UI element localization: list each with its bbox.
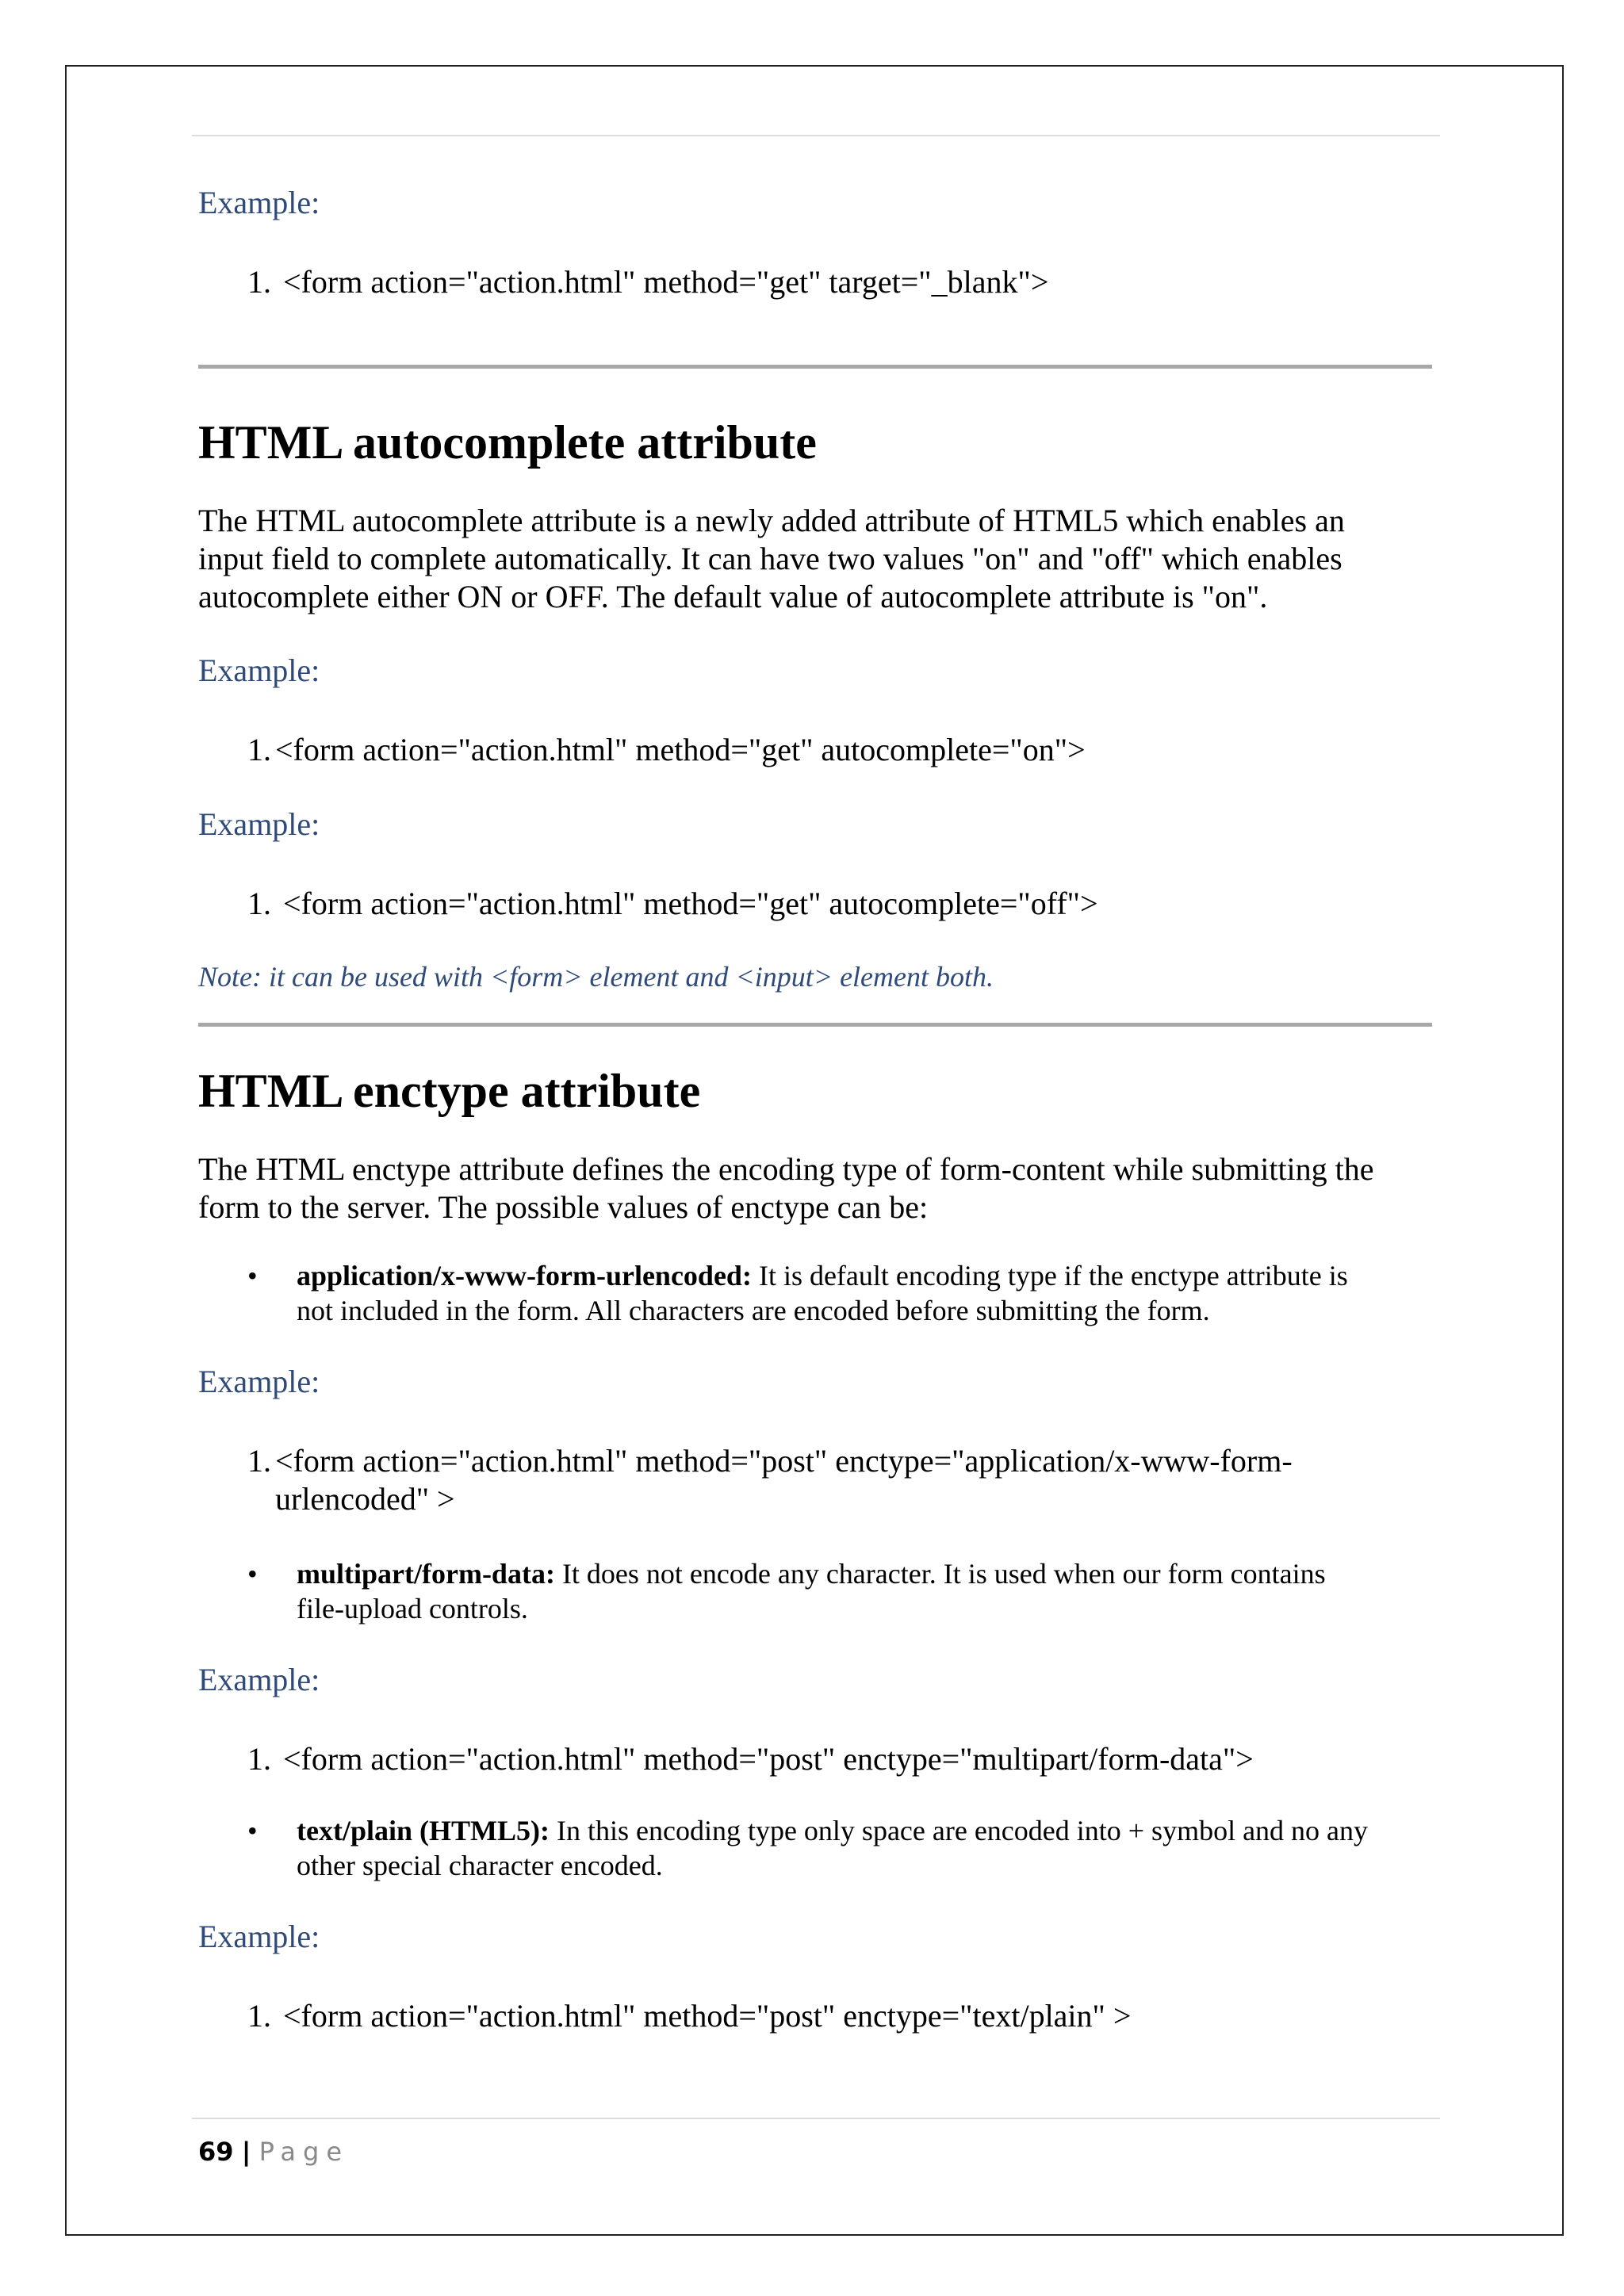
section-heading-enctype: HTML enctype attribute <box>198 1065 701 1117</box>
bullet-text: file-upload controls. <box>297 1593 528 1624</box>
code-text: <form action="action.html" method="post" enctype="text/plain" > <box>283 1998 1132 2034</box>
code-example-urlencoded <box>198 1442 1435 1518</box>
code-example-autocomplete-off <box>198 885 1435 923</box>
example-label: Example: <box>198 806 320 842</box>
code-example-text-plain <box>198 1997 1435 2035</box>
example-label: Example: <box>198 1662 320 1697</box>
bullet-text: In this encoding type only space are encoded into + symbol and no any <box>549 1815 1369 1846</box>
paragraph-line: autocomplete either ON or OFF. The default value of autocomplete attribute is "on". <box>198 579 1268 614</box>
bullet-body <box>297 1813 1435 1883</box>
page-word: Page <box>259 2137 350 2167</box>
paragraph-line: input field to complete automatically. It can have two values "on" and "off" which enables <box>198 541 1342 576</box>
bullet-body <box>297 1258 1435 1328</box>
note-text: Note: it can be used with <form> element and <input> element both. <box>198 961 994 993</box>
bullet-item-text-plain <box>198 1813 1435 1883</box>
code-text-line: urlencoded" > <box>275 1481 455 1517</box>
bullet-text: It does not encode any character. It is used when our form contains <box>554 1558 1326 1590</box>
bullet-text: other special character encoded. <box>297 1850 663 1881</box>
example-label: Example: <box>198 1919 320 1954</box>
bullet-text: not included in the form. All characters are encoded before submitting the form. <box>297 1295 1210 1326</box>
bullet-text: It is default encoding type if the enctype attribute is <box>751 1260 1348 1292</box>
example-label: Example: <box>198 652 320 688</box>
code-line-number: 1. <box>247 1741 271 1777</box>
code-line-number: 1. <box>247 1998 271 2034</box>
bullet-item-urlencoded <box>198 1258 1435 1328</box>
bullet-term: multipart/form-data: <box>297 1558 555 1590</box>
bullet-term: text/plain (HTML5): <box>297 1815 550 1846</box>
paragraph-line: The HTML enctype attribute defines the encoding type of form-content while submitting the <box>198 1151 1374 1187</box>
code-line-number: 1. <box>247 264 271 300</box>
footer-rule <box>192 2118 1440 2119</box>
paragraph-line: The HTML autocomplete attribute is a newly added attribute of HTML5 which enables an <box>198 503 1345 538</box>
code-text: <form action="action.html" method="get" autocomplete="on"> <box>275 732 1086 767</box>
bullet-icon: • <box>247 1260 258 1292</box>
code-text: <form action="action.html" method="post" enctype="multipart/form-data"> <box>283 1741 1254 1777</box>
paragraph-line: form to the server. The possible values of enctype can be: <box>198 1189 929 1225</box>
code-text: <form action="action.html" method="get" target="_blank"> <box>283 264 1049 300</box>
page-separator: | <box>241 2137 251 2167</box>
code-example-autocomplete-on <box>198 731 1435 769</box>
page-number: 69 <box>198 2137 234 2167</box>
paragraph-autocomplete <box>198 502 1435 616</box>
code-example-multipart <box>198 1740 1435 1778</box>
code-text: <form action="action.html" method="get" autocomplete="off"> <box>283 886 1098 921</box>
page-footer <box>198 2136 349 2168</box>
example-label: Example: <box>198 1364 320 1399</box>
bullet-body <box>297 1556 1435 1626</box>
example-label: Example: <box>198 185 320 220</box>
bullet-icon: • <box>247 1558 258 1590</box>
code-example-target <box>198 263 1435 301</box>
bullet-icon: • <box>247 1815 258 1846</box>
code-line-number: 1. <box>247 1443 271 1479</box>
header-rule <box>192 135 1440 136</box>
section-heading-autocomplete: HTML autocomplete attribute <box>198 416 817 469</box>
bullet-item-multipart <box>198 1556 1435 1626</box>
document-body <box>198 184 1435 2035</box>
code-line-number: 1. <box>247 732 271 767</box>
code-text <box>275 1442 1435 1518</box>
code-text-line: <form action="action.html" method="post" enctype="application/x-www-form- <box>275 1443 1293 1479</box>
paragraph-enctype <box>198 1150 1435 1226</box>
code-line-number: 1. <box>247 886 271 921</box>
bullet-term: application/x-www-form-urlencoded: <box>297 1260 752 1292</box>
